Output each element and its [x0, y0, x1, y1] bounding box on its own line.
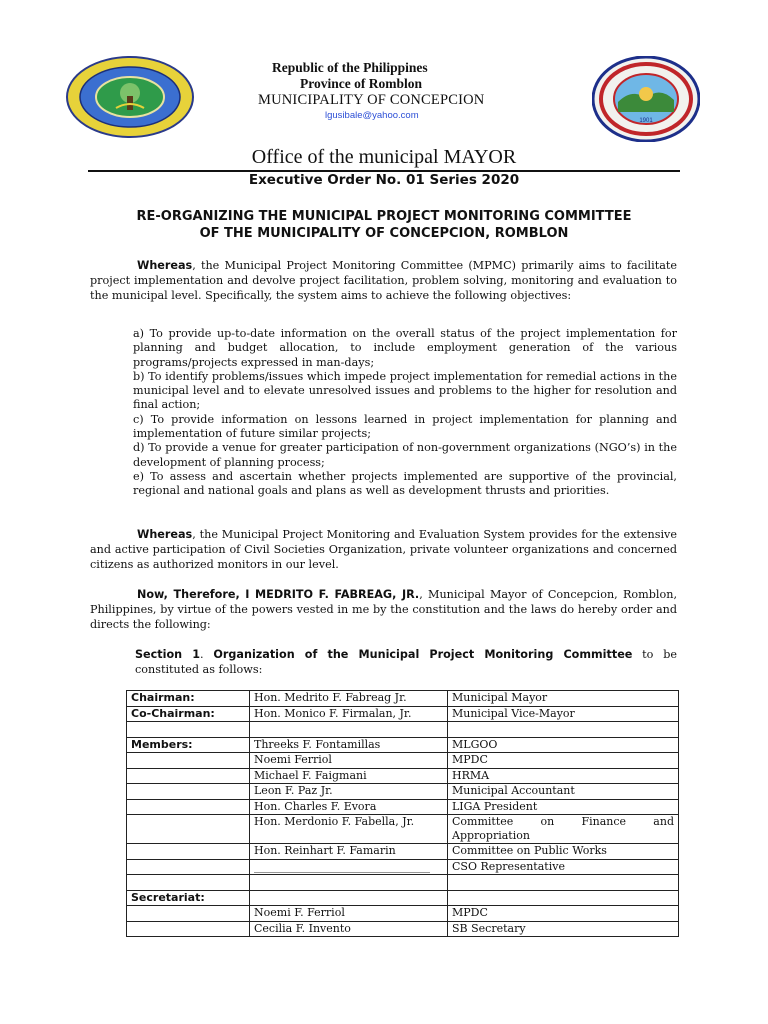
committee-table	[126, 690, 679, 937]
now-therefore-paragraph	[90, 587, 677, 632]
whereas-lead: Whereas	[137, 528, 193, 541]
now-therefore-text: , Municipal Mayor of Concepcion, Romblon, Philippines, by virtue of the powers vested in me by the constitution and the laws do hereby order and directs the following:	[90, 588, 677, 631]
committee-position: Municipal Mayor	[448, 691, 679, 707]
committee-role	[127, 768, 250, 784]
position-line: Appropriation	[452, 829, 530, 842]
objective-d: d) To provide a venue for greater participation of non-government organizations (NGO’s) in the development of planning process;	[133, 441, 677, 469]
committee-role	[127, 753, 250, 769]
whereas-paragraph-2	[90, 527, 677, 572]
table-row	[127, 737, 679, 753]
section-heading: Organization of the Municipal Project Monitoring Committee	[213, 648, 633, 661]
committee-member-name: Cecilia F. Invento	[250, 921, 448, 937]
committee-role	[127, 921, 250, 937]
now-therefore-lead: Now, Therefore, I MEDRITO F. FABREAG, JR.	[137, 588, 420, 601]
office-title: Office of the municipal MAYOR	[251, 146, 517, 168]
committee-member-name	[250, 890, 448, 906]
table-row	[127, 859, 679, 875]
committee-role	[127, 784, 250, 800]
objectives-list	[133, 327, 677, 499]
committee-position	[448, 815, 679, 844]
section-text: to be constituted as follows:	[135, 648, 677, 676]
whereas-text: , the Municipal Project Monitoring and Evaluation System provides for the extensive and active participation of Civil Societies Organization, private volunteer organizations and concerned citizens as authorized monitors in our level.	[90, 528, 677, 571]
objective-c: c) To provide information on lessons learned in project implementation for planning and implementation of future similar projects;	[133, 412, 677, 441]
header-email: lgusibale@yahoo.com	[325, 110, 419, 121]
committee-role: Secretariat:	[127, 890, 250, 906]
table-row	[127, 890, 679, 906]
committee-position: HRMA	[448, 768, 679, 784]
table-row	[127, 875, 679, 891]
committee-position: CSO Representative	[448, 859, 679, 875]
table-row	[127, 753, 679, 769]
committee-position: SB Secretary	[448, 921, 679, 937]
table-row	[127, 844, 679, 860]
committee-member-name: Noemi Ferriol	[250, 753, 448, 769]
committee-member-name: Hon. Merdonio F. Fabella, Jr.	[250, 815, 448, 844]
objective-b: b) To identify problems/issues which impede project implementation for remedial actions in the municipal level and to elevate unresolved issues and problems to the higher for resolution and final action;	[133, 369, 677, 412]
committee-position: MLGOO	[448, 737, 679, 753]
committee-member-name: Noemi F. Ferriol	[250, 906, 448, 922]
whereas-text: , the Municipal Project Monitoring Committee (MPMC) primarily aims to facilitate project implementation and devolve project facilitation, problem solving, monitoring and evaluation to the municipal level. Specifically, the system aims to achieve the following objectives:	[90, 259, 677, 302]
committee-member-name: Michael F. Faigmani	[250, 768, 448, 784]
committee-role	[127, 906, 250, 922]
table-row	[127, 921, 679, 937]
municipality-seal-icon	[66, 56, 194, 138]
committee-role: Co-Chairman:	[127, 706, 250, 722]
committee-position: Municipal Vice-Mayor	[448, 706, 679, 722]
committee-role	[127, 859, 250, 875]
committee-role	[127, 875, 250, 891]
table-row	[127, 768, 679, 784]
committee-position: Municipal Accountant	[448, 784, 679, 800]
whereas-paragraph-1	[90, 258, 677, 303]
municipality-official-seal	[66, 56, 194, 138]
order-title-line1: RE-ORGANIZING THE MUNICIPAL PROJECT MONITORING COMMITTEE	[136, 209, 632, 224]
province-official-seal	[592, 56, 700, 142]
committee-position: Committee on Public Works	[448, 844, 679, 860]
whereas-lead: Whereas	[137, 259, 193, 272]
table-row	[127, 691, 679, 707]
table-row	[127, 906, 679, 922]
committee-role: Members:	[127, 737, 250, 753]
header-province: Province of Romblon	[300, 76, 422, 91]
table-row	[127, 722, 679, 738]
header-republic: Republic of the Philippines	[272, 60, 428, 75]
committee-position	[448, 890, 679, 906]
committee-position: MPDC	[448, 906, 679, 922]
executive-order-number: Executive Order No. 01 Series 2020	[248, 172, 520, 188]
committee-member-name: Hon. Monico F. Firmalan, Jr.	[250, 706, 448, 722]
committee-member-name: Hon. Medrito F. Fabreag Jr.	[250, 691, 448, 707]
province-seal-icon	[592, 56, 700, 142]
committee-position: MPDC	[448, 753, 679, 769]
committee-position	[448, 875, 679, 891]
table-row	[127, 799, 679, 815]
committee-position	[448, 722, 679, 738]
table-row	[127, 815, 679, 844]
table-row	[127, 784, 679, 800]
objective-e: e) To assess and ascertain whether projects implemented are supportive of the provincial, regional and national goals and plans as well as development thrusts and priorities.	[133, 469, 677, 498]
section-1-paragraph: Section 1. Organization of the Municipal Project Monitoring Committee to be constituted as follows:	[135, 648, 677, 676]
seal-year: 1901	[639, 118, 653, 124]
committee-member-name: Hon. Charles F. Evora	[250, 799, 448, 815]
committee-member-name	[250, 875, 448, 891]
committee-member-name: ________________________________	[250, 859, 448, 875]
header-municipality: MUNICIPALITY OF CONCEPCION	[258, 92, 485, 108]
committee-role	[127, 844, 250, 860]
section-label: Section 1	[135, 648, 201, 661]
committee-role	[127, 815, 250, 844]
committee-role	[127, 799, 250, 815]
table-row	[127, 706, 679, 722]
committee-member-name	[250, 722, 448, 738]
committee-position: LIGA President	[448, 799, 679, 815]
committee-member-name: Hon. Reinhart F. Famarin	[250, 844, 448, 860]
committee-role: Chairman:	[127, 691, 250, 707]
committee-role	[127, 722, 250, 738]
position-line: Committee on Finance and	[452, 815, 674, 828]
objective-a: a) To provide up-to-date information on the overall status of the project implementation for planning and budget allocation, to include employment generation of the various programs/projects expressed in man-days;	[133, 327, 677, 369]
order-title-line2: OF THE MUNICIPALITY OF CONCEPCION, ROMBLON	[199, 226, 569, 241]
committee-member-name: Threeks F. Fontamillas	[250, 737, 448, 753]
committee-member-name: Leon F. Paz Jr.	[250, 784, 448, 800]
